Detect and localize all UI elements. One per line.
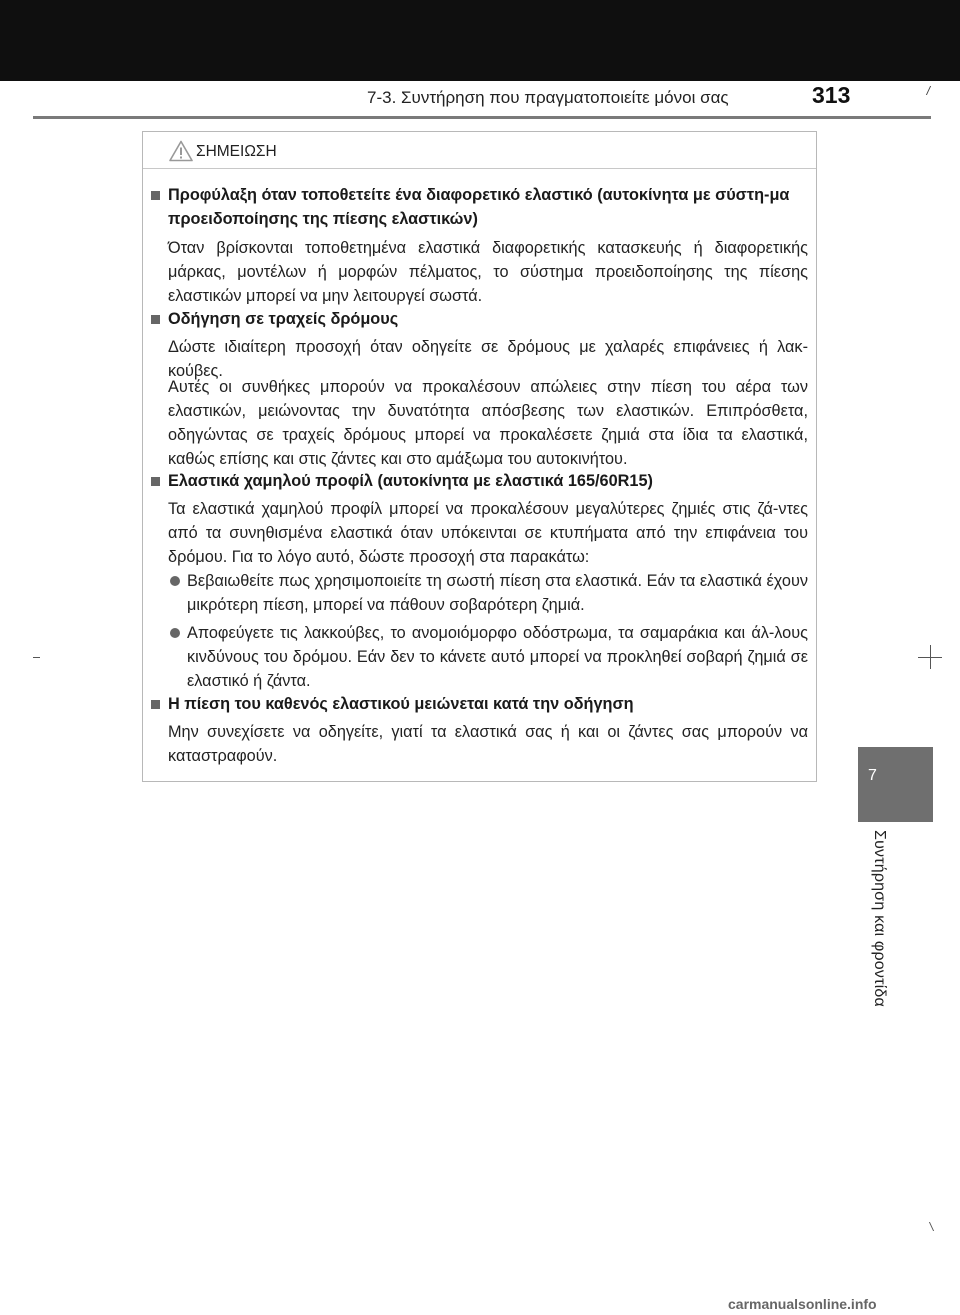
section-heading: Η πίεση του καθενός ελαστικού μειώνεται κατά την οδήγηση bbox=[168, 692, 808, 716]
page-number: 313 bbox=[812, 82, 851, 108]
section-paragraph: Τα ελαστικά χαμηλού προφίλ μπορεί να προκαλέσουν μεγαλύτερες ζημιές στις ζά-ντες από τα συνηθισμένα ελαστικά όταν υπόκεινται σε κτυπήματα από την επιφάνεια του δρόμου. Για το λόγο αυτό, δώστε προσοχή στα παρακάτω: bbox=[168, 500, 808, 566]
warning-triangle-icon bbox=[169, 140, 193, 162]
section-heading: Ελαστικά χαμηλού προφίλ (αυτοκίνητα με ελαστικά 165/60R15) bbox=[168, 469, 808, 493]
section-paragraph: Δώστε ιδιαίτερη προσοχή όταν οδηγείτε σε δρόμους με χαλαρές επιφάνειες ή λακ-κούβες. bbox=[168, 338, 808, 380]
top-black-bar bbox=[0, 0, 960, 81]
bullet-item: Βεβαιωθείτε πως χρησιμοποιείτε τη σωστή πίεση στα ελαστικά. Εάν τα ελαστικά έχουν μικρότερη πίεση, μπορεί να πάθουν σοβαρότερη ζημιά. bbox=[187, 569, 808, 617]
section-paragraph: Αυτές οι συνθήκες μπορούν να προκαλέσουν απώλειες στην πίεση του αέρα των ελαστικών, μειώνοντας την δυνατότητα απόσβεσης των ελαστικών. Επιπρόσθετα, οδηγώντας σε τραχείς δρόμους μπορεί να προκαλέσετε ζημιά στα ίδια τα ελαστικά, καθώς επίσης και στις ζάντες και στο αμάξωμα του αυτοκινήτου. bbox=[168, 378, 808, 468]
crop-mark-bottom bbox=[929, 1222, 934, 1231]
notice-box bbox=[142, 131, 817, 782]
chapter-number: 7 bbox=[868, 767, 877, 784]
round-bullet-icon bbox=[170, 576, 180, 586]
section-paragraph: Μην συνεχίσετε να οδηγείτε, γιατί τα ελαστικά σας ή και οι ζάντες σας μπορούν να καταστραφούν. bbox=[168, 723, 808, 765]
bullet-item: Αποφεύγετε τις λακκούβες, το ανομοιόμορφο οδόστρωμα, τα σαμαράκια και άλ-λους κινδύνους του δρόμου. Εάν δεν το κάνετε αυτό μπορεί να προκληθεί σοβαρή ζημιά σε ελαστικό ή ζάντα. bbox=[187, 621, 808, 693]
section-paragraph: Όταν βρίσκονται τοποθετημένα ελαστικά διαφορετικής κατασκευής ή διαφορετικής μάρκας, μοντέλων ή μορφών πέλματος, το σύστημα προειδοποίησης της πίεσης ελαστικών μπορεί να μην λειτουργεί σωστά. bbox=[168, 239, 808, 305]
corner-crop-mark bbox=[926, 86, 938, 95]
crop-mark-right-v bbox=[930, 645, 931, 669]
crop-mark-left bbox=[33, 657, 40, 658]
watermark: carmanualsonline.info bbox=[728, 1296, 877, 1312]
square-bullet-icon bbox=[151, 191, 160, 200]
square-bullet-icon bbox=[151, 315, 160, 324]
header-rule bbox=[33, 116, 931, 119]
square-bullet-icon bbox=[151, 477, 160, 486]
section-heading: Προφύλαξη όταν τοποθετείτε ένα διαφορετικό ελαστικό (αυτοκίνητα με σύστη-μα προειδοποίησης της πίεσης ελαστικών) bbox=[168, 183, 808, 231]
notice-header bbox=[143, 132, 816, 169]
round-bullet-icon bbox=[170, 628, 180, 638]
chapter-tab[interactable] bbox=[858, 747, 933, 822]
chapter-title: Συντήρηση και φροντίδα bbox=[871, 830, 888, 1007]
notice-title: ΣΗΜΕΙΩΣΗ bbox=[196, 143, 277, 160]
section-heading: Οδήγηση σε τραχείς δρόμους bbox=[168, 307, 808, 331]
section-title: 7-3. Συντήρηση που πραγματοποιείτε μόνοι σας bbox=[367, 88, 729, 107]
square-bullet-icon bbox=[151, 700, 160, 709]
